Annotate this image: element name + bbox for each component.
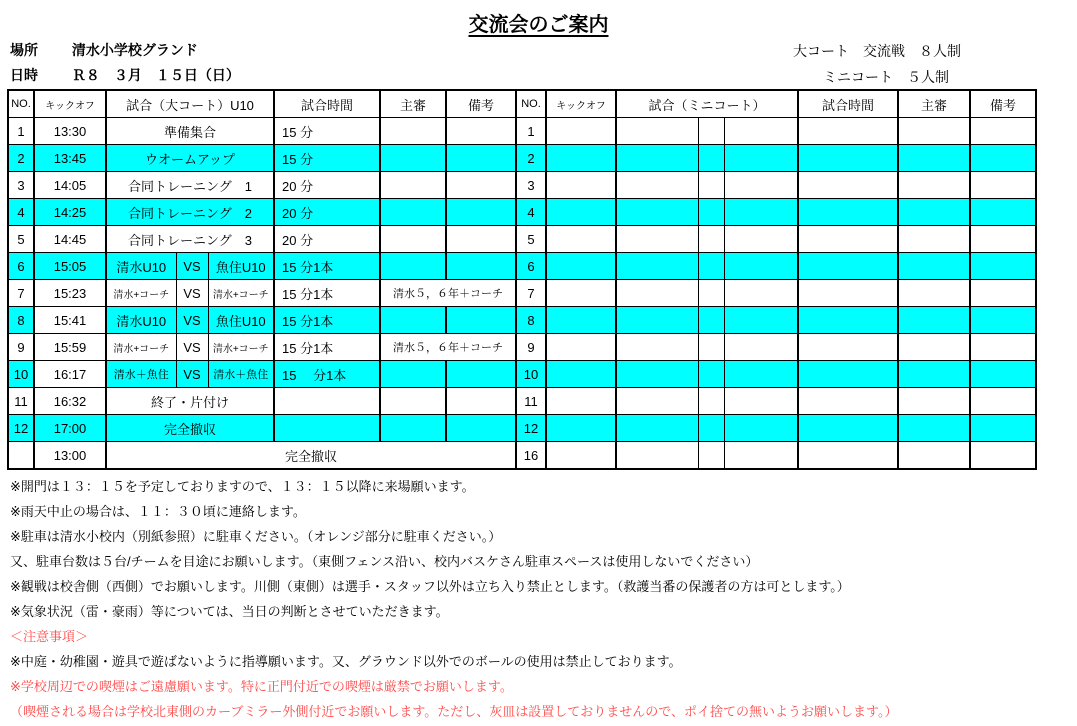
schedule-table (7, 89, 1037, 470)
cell: 清水U10 (106, 307, 176, 334)
cell (898, 334, 970, 361)
note-line: ＜注意事項＞ (10, 629, 89, 644)
cell: 13:30 (34, 118, 106, 145)
cell (970, 253, 1036, 280)
cell: 4 (8, 199, 34, 226)
cell: 合同トレーニング 1 (106, 172, 274, 199)
cell (898, 226, 970, 253)
cell (380, 118, 446, 145)
cell (546, 226, 616, 253)
date-label: 日時 (10, 67, 38, 83)
cell (898, 361, 970, 388)
cell: 3 (8, 172, 34, 199)
cell: 3 (516, 172, 546, 199)
cell: 準備集合 (106, 118, 274, 145)
cell: 6 (8, 253, 34, 280)
cell (446, 415, 516, 442)
cell (380, 388, 446, 415)
cell (380, 415, 446, 442)
cell (970, 388, 1036, 415)
cell: 魚住U10 (208, 253, 274, 280)
header-cell: 備考 (446, 90, 516, 118)
cell (380, 199, 446, 226)
cell: VS (176, 253, 208, 280)
cell: 20 分 (274, 199, 380, 226)
cell: 1 (516, 118, 546, 145)
cell (970, 280, 1036, 307)
note-line: ※駐車は清水小校内（別紙参照）に駐車ください。（オレンジ部分に駐車ください。） (10, 529, 502, 544)
cell: VS (176, 334, 208, 361)
cell: 11 (8, 388, 34, 415)
cell: 13:00 (34, 442, 106, 470)
cell (616, 172, 698, 199)
cell (970, 307, 1036, 334)
cell (724, 307, 798, 334)
cell (898, 442, 970, 470)
note-line: ※雨天中止の場合は、１１：３０頃に連絡します。 (10, 504, 306, 519)
mini-court-note: ミニコート ５人制 (823, 69, 949, 85)
cell (724, 280, 798, 307)
cell: 14:05 (34, 172, 106, 199)
cell: 清水+コーチ (208, 334, 274, 361)
cell (698, 307, 724, 334)
cell: 14:45 (34, 226, 106, 253)
cell (970, 226, 1036, 253)
cell: 合同トレーニング 2 (106, 199, 274, 226)
cell: 2 (8, 145, 34, 172)
cell: 完全撤収 (106, 442, 516, 470)
cell (546, 415, 616, 442)
cell: 5 (8, 226, 34, 253)
note-line: ※開門は１３：１５を予定しておりますので、１３：１５以降に来場願います。 (10, 479, 475, 494)
cell (274, 388, 380, 415)
cell (798, 307, 898, 334)
cell (546, 118, 616, 145)
cell: 13:45 (34, 145, 106, 172)
cell (698, 226, 724, 253)
cell (798, 388, 898, 415)
header-cell: キックオフ (546, 90, 616, 118)
cell (446, 253, 516, 280)
cell (724, 361, 798, 388)
cell (698, 415, 724, 442)
cell (380, 253, 446, 280)
header-cell: 試合（大コート）U10 (106, 90, 274, 118)
cell: 16:17 (34, 361, 106, 388)
cell (724, 226, 798, 253)
cell (970, 199, 1036, 226)
cell (546, 199, 616, 226)
cell (724, 388, 798, 415)
cell (616, 145, 698, 172)
cell (798, 334, 898, 361)
cell (698, 199, 724, 226)
cell: VS (176, 307, 208, 334)
cell: 15 分1本 (274, 334, 380, 361)
cell (970, 361, 1036, 388)
header-cell: 主審 (380, 90, 446, 118)
cell: 10 (8, 361, 34, 388)
cell: 2 (516, 145, 546, 172)
cell (798, 253, 898, 280)
cell: 15:23 (34, 280, 106, 307)
cell (446, 388, 516, 415)
header-cell: キックオフ (34, 90, 106, 118)
cell (898, 145, 970, 172)
note-line: （喫煙される場合は学校北東側のカーブミラー外側付近でお願いします。ただし、灰皿は設置しておりませんので、ポイ捨ての無いようお願いします。） (10, 704, 898, 719)
cell: 8 (8, 307, 34, 334)
cell: 7 (516, 280, 546, 307)
cell (616, 280, 698, 307)
cell (698, 172, 724, 199)
cell: 清水+コーチ (106, 280, 176, 307)
cell: 終了・片付け (106, 388, 274, 415)
cell (446, 118, 516, 145)
cell (616, 415, 698, 442)
cell: 清水+コーチ (106, 334, 176, 361)
note-line: ※中庭・幼稚園・遊具で遊ばないように指導願います。又、グラウンド以外でのボールの使用は禁止しております。 (10, 654, 682, 669)
cell (616, 253, 698, 280)
cell (380, 226, 446, 253)
cell: 1 (8, 118, 34, 145)
header-cell: 試合時間 (798, 90, 898, 118)
cell: 15 分 (274, 145, 380, 172)
cell: 4 (516, 199, 546, 226)
cell (380, 361, 446, 388)
cell: 15:41 (34, 307, 106, 334)
cell (898, 388, 970, 415)
cell (616, 334, 698, 361)
cell (698, 361, 724, 388)
cell: VS (176, 280, 208, 307)
date-value: Ｒ８ ３月 １５日（日） (71, 67, 240, 83)
cell (970, 415, 1036, 442)
cell (380, 172, 446, 199)
cell: 15:59 (34, 334, 106, 361)
cell: 20 分 (274, 172, 380, 199)
cell: 15:05 (34, 253, 106, 280)
cell: 17:00 (34, 415, 106, 442)
cell (698, 388, 724, 415)
cell (698, 280, 724, 307)
cell (798, 361, 898, 388)
notes-section (10, 474, 1072, 724)
cell: 清水＋魚住 (106, 361, 176, 388)
place-label: 場所 (10, 42, 38, 58)
cell (698, 334, 724, 361)
cell (546, 388, 616, 415)
header-cell: 主審 (898, 90, 970, 118)
cell (616, 442, 698, 470)
cell (798, 226, 898, 253)
header-cell: 試合時間 (274, 90, 380, 118)
cell (724, 442, 798, 470)
cell (970, 334, 1036, 361)
cell (446, 172, 516, 199)
cell (970, 118, 1036, 145)
cell: 清水+コーチ (208, 280, 274, 307)
cell (616, 199, 698, 226)
cell: 16 (516, 442, 546, 470)
cell: 11 (516, 388, 546, 415)
cell: 15 分 (274, 118, 380, 145)
cell (798, 442, 898, 470)
cell (798, 199, 898, 226)
cell: 9 (516, 334, 546, 361)
cell (898, 307, 970, 334)
cell (380, 145, 446, 172)
cell (546, 307, 616, 334)
note-line: 又、駐車台数は５台/チームを目途にお願いします。（東側フェンス沿い、校内バスケさん駐車スペースは使用しないでください） (10, 554, 759, 569)
header-cell: NO. (516, 90, 546, 118)
place-line (10, 40, 198, 60)
cell: 12 (8, 415, 34, 442)
cell (546, 280, 616, 307)
cell (616, 307, 698, 334)
cell (724, 172, 798, 199)
cell (970, 172, 1036, 199)
cell: 魚住U10 (208, 307, 274, 334)
cell (446, 226, 516, 253)
cell (724, 334, 798, 361)
cell: 完全撤収 (106, 415, 274, 442)
cell: 清水５，６年＋コーチ (380, 334, 516, 361)
cell (798, 118, 898, 145)
cell (970, 145, 1036, 172)
cell (546, 253, 616, 280)
cell: 10 (516, 361, 546, 388)
cell (798, 280, 898, 307)
big-court-note: 大コート 交流戦 ８人制 (793, 43, 961, 59)
cell (724, 415, 798, 442)
cell: 14:25 (34, 199, 106, 226)
cell (446, 199, 516, 226)
cell (616, 388, 698, 415)
cell (898, 253, 970, 280)
cell (274, 415, 380, 442)
cell (8, 442, 34, 470)
cell (898, 280, 970, 307)
cell (446, 145, 516, 172)
cell (724, 199, 798, 226)
cell: 15 分1本 (274, 307, 380, 334)
cell: 8 (516, 307, 546, 334)
cell: 12 (516, 415, 546, 442)
cell (798, 415, 898, 442)
cell (616, 226, 698, 253)
header-cell: NO. (8, 90, 34, 118)
place-value: 清水小学校グランド (71, 42, 198, 58)
note-line: ※学校周辺での喫煙はご遠慮願います。特に正門付近での喫煙は厳禁でお願いします。 (10, 679, 513, 694)
cell (698, 442, 724, 470)
note-line: ※観戦は校舎側（西側）でお願いします。川側（東側）は選手・スタッフ以外は立ち入り禁止とします。（救護当番の保護者の方は可とします。） (10, 579, 850, 594)
cell (546, 334, 616, 361)
cell (970, 442, 1036, 470)
cell (698, 118, 724, 145)
cell: 15 分1本 (274, 253, 380, 280)
cell: 6 (516, 253, 546, 280)
cell: 清水U10 (106, 253, 176, 280)
cell: 清水５，６年＋コーチ (380, 280, 516, 307)
note-line: ※気象状況（雷・豪雨）等については、当日の判断とさせていただきます。 (10, 604, 449, 619)
cell: 清水＋魚住 (208, 361, 274, 388)
cell: VS (176, 361, 208, 388)
cell (546, 361, 616, 388)
cell (798, 172, 898, 199)
cell: 16:32 (34, 388, 106, 415)
cell (446, 361, 516, 388)
cell: 5 (516, 226, 546, 253)
cell (546, 442, 616, 470)
cell: 7 (8, 280, 34, 307)
cell: 15 分1本 (274, 280, 380, 307)
cell: 合同トレーニング 3 (106, 226, 274, 253)
header-cell: 試合（ミニコート） (616, 90, 798, 118)
cell (616, 118, 698, 145)
cell: 15 分1本 (274, 361, 380, 388)
cell (698, 145, 724, 172)
cell: ウオームアップ (106, 145, 274, 172)
cell (546, 145, 616, 172)
cell (898, 199, 970, 226)
date-line (10, 65, 240, 85)
cell (898, 172, 970, 199)
cell (380, 307, 446, 334)
cell (798, 145, 898, 172)
cell (898, 118, 970, 145)
cell (698, 253, 724, 280)
cell (724, 118, 798, 145)
cell (724, 253, 798, 280)
cell (898, 415, 970, 442)
cell (724, 145, 798, 172)
cell: 20 分 (274, 226, 380, 253)
cell (446, 307, 516, 334)
cell (616, 361, 698, 388)
cell (546, 172, 616, 199)
header-cell: 備考 (970, 90, 1036, 118)
page-title: 交流会のご案内 (468, 14, 609, 36)
cell: 9 (8, 334, 34, 361)
